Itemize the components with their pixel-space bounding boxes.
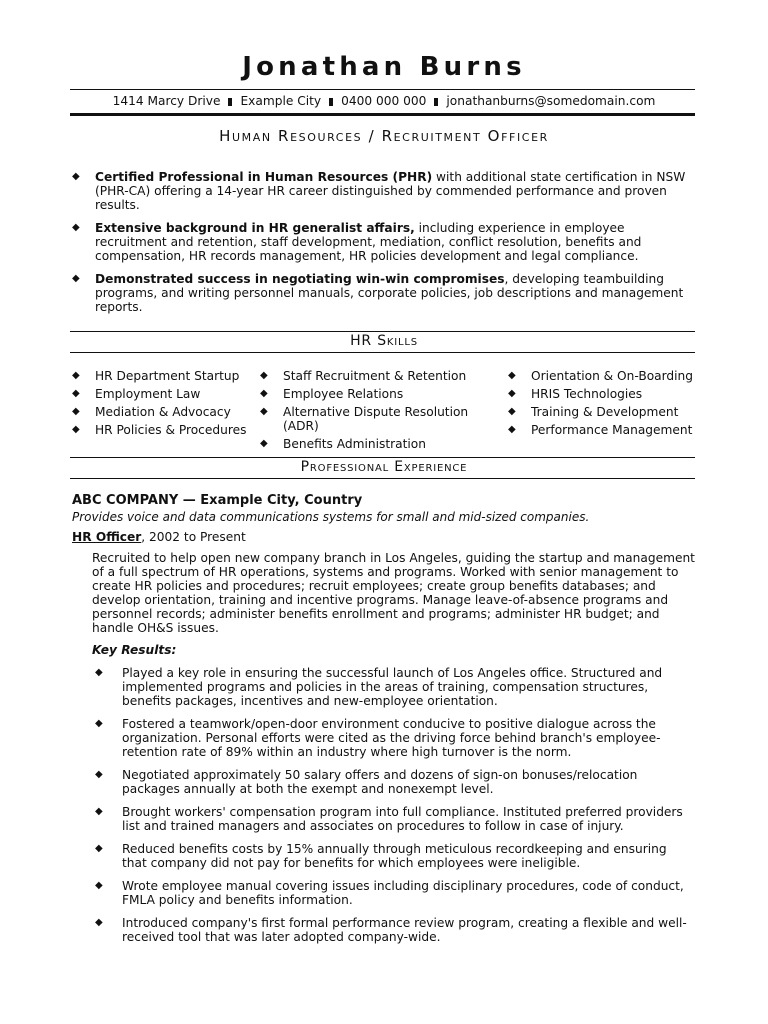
diamond-bullet-icon: ◆ [95, 667, 103, 678]
experience-rule-top [70, 457, 695, 458]
result-text: Fostered a teamwork/open-door environment conducive to positive dialogue across the organization. Personal efforts were cited as the driving force behind branch's employee-retention rate of 89% within an industry where high turnover is the norm. [122, 717, 661, 759]
result-text: Reduced benefits costs by 15% annually through meticulous recordkeeping and ensuring that company did not pay for benefits for which employees were ineligible. [122, 842, 667, 870]
skill-item [72, 387, 252, 401]
summary-list [72, 170, 694, 323]
role-dates: , 2002 to Present [141, 530, 246, 544]
skill-item [508, 369, 698, 383]
contact-address: 1414 Marcy Drive [112, 94, 221, 108]
skills-column-3 [508, 369, 698, 441]
skill-item [72, 369, 252, 383]
candidate-name: Jonathan Burns [242, 52, 526, 82]
result-text: Negotiated approximately 50 salary offers and dozens of sign-on bonuses/relocation packages annually at both the exempt and nonexempt level. [122, 768, 638, 796]
separator-icon [329, 98, 333, 106]
skill-label: Employment Law [95, 387, 201, 401]
summary-highlight: Demonstrated success in negotiating win-win compromises [95, 272, 505, 286]
contact-email[interactable]: jonathanburns@somedomain.com [446, 94, 656, 108]
result-text: Brought workers' compensation program into full compliance. Instituted preferred providers list and trained managers and associates on procedures to follow in case of injury. [122, 805, 683, 833]
summary-text: including experience in employee recruitment and retention, staff development, mediation, conflict resolution, benefits and compensation, HR records management, HR policies development and legal compliance. [95, 221, 642, 263]
diamond-bullet-icon: ◆ [95, 718, 103, 729]
diamond-bullet-icon: ◆ [508, 388, 516, 399]
diamond-bullet-icon: ◆ [95, 843, 103, 854]
skills-column-1 [72, 369, 252, 441]
result-item [92, 717, 695, 759]
diamond-bullet-icon: ◆ [260, 438, 268, 449]
diamond-bullet-icon: ◆ [508, 424, 516, 435]
result-text: Played a key role in ensuring the successful launch of Los Angeles office. Structured and implemented programs and policies in the areas of training, compensation structures, benefits packages, incentives and new-employee orientation. [122, 666, 663, 708]
result-item [92, 842, 695, 870]
key-results-list [92, 666, 695, 953]
skill-item [72, 423, 252, 437]
diamond-bullet-icon: ◆ [95, 880, 103, 891]
skill-label: Alternative Dispute Resolution (ADR) [283, 405, 469, 433]
result-item [92, 768, 695, 796]
role-title: HR Officer [72, 530, 142, 544]
skill-item [72, 405, 252, 419]
summary-text: with additional state certification in NSW (PHR-CA) offering a 14-year HR career distinguished by commended performance and proven results. [95, 170, 686, 212]
result-item [92, 666, 695, 708]
diamond-bullet-icon: ◆ [72, 171, 80, 182]
diamond-bullet-icon: ◆ [72, 388, 80, 399]
role-line [72, 530, 246, 544]
diamond-bullet-icon: ◆ [95, 806, 103, 817]
result-item [92, 879, 695, 907]
header-rule-bottom [70, 113, 695, 116]
result-item [92, 805, 695, 833]
summary-item [72, 170, 694, 212]
skills-rule-bottom [70, 352, 695, 353]
diamond-bullet-icon: ◆ [72, 222, 80, 233]
separator-icon [434, 98, 438, 106]
role-description: Recruited to help open new company branch in Los Angeles, guiding the startup and management of a full spectrum of HR operations, systems and programs. Worked with senior management to create HR policies and procedures; recruit employees; create group benefits databases; and develop orientation, training and incentive programs. Manage leave-of-absence programs and personnel records; administer benefits enrollment and programs; administer HR budget; and handle OH&S issues. [92, 551, 695, 635]
result-item [92, 916, 695, 944]
summary-highlight: Extensive background in HR generalist affairs, [95, 221, 415, 235]
diamond-bullet-icon: ◆ [72, 406, 80, 417]
contact-city: Example City [240, 94, 322, 108]
skills-heading: HR Skills [350, 333, 418, 349]
experience-rule-bottom [70, 478, 695, 479]
skill-item [508, 405, 698, 419]
skill-label: Mediation & Advocacy [95, 405, 231, 419]
skill-label: Staff Recruitment & Retention [283, 369, 467, 383]
summary-item [72, 272, 694, 314]
summary-text: , developing teambuilding programs, and writing personnel manuals, corporate policies, job descriptions and management reports. [95, 272, 684, 314]
skill-item [260, 387, 470, 401]
job-title: Human Resources / Recruitment Officer [219, 127, 549, 145]
diamond-bullet-icon: ◆ [508, 406, 516, 417]
skill-label: Training & Development [531, 405, 679, 419]
result-text: Wrote employee manual covering issues including disciplinary procedures, code of conduct, FMLA policy and benefits information. [122, 879, 684, 907]
summary-item [72, 221, 694, 263]
skill-item [508, 423, 698, 437]
skills-rule-top [70, 331, 695, 332]
diamond-bullet-icon: ◆ [260, 406, 268, 417]
skill-item [260, 405, 470, 433]
diamond-bullet-icon: ◆ [72, 424, 80, 435]
diamond-bullet-icon: ◆ [72, 273, 80, 284]
skill-label: HR Department Startup [95, 369, 240, 383]
diamond-bullet-icon: ◆ [260, 370, 268, 381]
company-name: ABC COMPANY — Example City, Country [72, 493, 363, 508]
skill-item [260, 369, 470, 383]
header-rule-top [70, 89, 695, 90]
diamond-bullet-icon: ◆ [260, 388, 268, 399]
summary-highlight: Certified Professional in Human Resources (PHR) [95, 170, 433, 184]
skill-label: HRIS Technologies [531, 387, 643, 401]
experience-heading: Professional Experience [300, 459, 468, 475]
skill-item [260, 437, 470, 451]
separator-icon [228, 98, 232, 106]
contact-line [0, 94, 768, 108]
company-description: Provides voice and data communications systems for small and mid-sized companies. [72, 510, 590, 524]
skill-label: Benefits Administration [283, 437, 426, 451]
skill-label: Orientation & On-Boarding [531, 369, 694, 383]
diamond-bullet-icon: ◆ [508, 370, 516, 381]
diamond-bullet-icon: ◆ [95, 917, 103, 928]
contact-phone: 0400 000 000 [341, 94, 427, 108]
key-results-label: Key Results: [92, 643, 177, 657]
skill-label: HR Policies & Procedures [95, 423, 247, 437]
skill-label: Performance Management [531, 423, 693, 437]
skill-item [508, 387, 698, 401]
result-text: Introduced company's first formal performance review program, creating a flexible and well-received tool that was later adopted company-wide. [122, 916, 687, 944]
skill-label: Employee Relations [283, 387, 404, 401]
skills-column-2 [260, 369, 470, 455]
diamond-bullet-icon: ◆ [72, 370, 80, 381]
diamond-bullet-icon: ◆ [95, 769, 103, 780]
